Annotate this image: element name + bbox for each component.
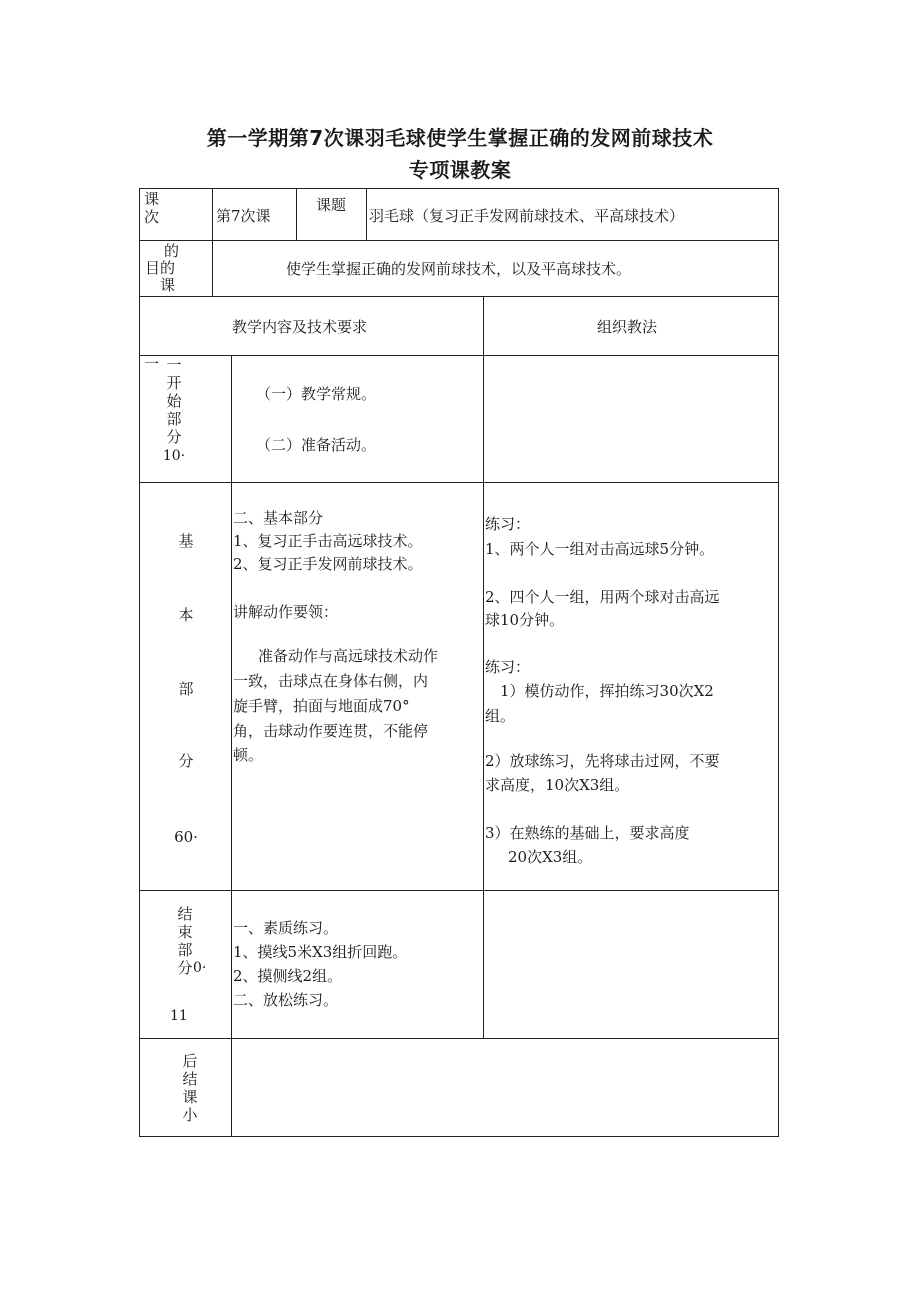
- method-item: 20次X3组。: [508, 848, 593, 866]
- col-divider: [231, 355, 232, 1136]
- document-title-line2: 专项课教案: [408, 158, 512, 182]
- method-item: 组。: [485, 707, 516, 725]
- start-label-char: 一: [166, 356, 182, 374]
- end-label-char: 束: [177, 923, 193, 941]
- end-label-char: 分: [177, 959, 193, 977]
- summary-label-char: 课: [182, 1088, 198, 1106]
- basic-content-line: 2、复习正手发网前球技术。: [233, 555, 423, 573]
- table-border-right: [778, 188, 779, 1136]
- basic-label-char: 分: [178, 752, 194, 770]
- start-item-1: （一）教学常规。: [256, 385, 377, 403]
- explain-line: 角，击球动作要连贯，不能停: [233, 722, 429, 740]
- end-content-line: 1、摸线5米X3组折回跑。: [233, 943, 408, 961]
- table-border-top: [139, 188, 779, 189]
- method-practice-title: 练习：: [485, 658, 531, 676]
- document-title-line1: 第一学期第7次课羽毛球使学生掌握正确的发网前球技术: [206, 126, 714, 150]
- explain-line: 旋手臂，拍面与地面成70°: [233, 697, 410, 715]
- lesson-number: 第7次课: [216, 207, 271, 225]
- end-label-char: 部: [177, 941, 193, 959]
- explain-line: 准备动作与高远球技术动作: [258, 647, 439, 665]
- method-item: 3）在熟练的基础上，要求高度: [485, 824, 690, 842]
- label-mude: 目的: [145, 259, 176, 277]
- method-item: 球10分钟。: [485, 611, 565, 629]
- table-border-bottom: [139, 1136, 779, 1137]
- start-label-char: 始: [166, 392, 182, 410]
- start-label-char: 部: [166, 410, 182, 428]
- basic-label-char: 基: [178, 532, 194, 550]
- row-divider: [139, 482, 779, 483]
- col-divider: [483, 296, 484, 355]
- label-topic: 课题: [316, 196, 347, 214]
- start-item-2: （二）准备活动。: [256, 436, 377, 454]
- method-item: 2）放球练习，先将球击过网，不要: [485, 752, 720, 770]
- col-divider: [366, 188, 367, 240]
- label-ci: 次: [144, 208, 160, 226]
- explain-title: 讲解动作要领：: [233, 603, 339, 621]
- row-divider: [139, 1038, 779, 1039]
- method-item: 求高度，10次X3组。: [485, 776, 630, 794]
- basic-content-line: 二、基本部分: [233, 509, 324, 527]
- end-time-part1: 0·: [193, 960, 207, 976]
- row-divider: [139, 240, 779, 241]
- method-practice-title: 练习：: [485, 515, 531, 533]
- end-time-part2: 11: [170, 1008, 188, 1024]
- summary-label-char: 后: [182, 1052, 198, 1070]
- basic-time: 60·: [174, 828, 198, 846]
- explain-line: 一致，击球点在身体右侧，内: [233, 672, 429, 690]
- summary-label-char: 小: [182, 1106, 198, 1124]
- method-item: 1、两个人一组对击高远球5分钟。: [485, 540, 715, 558]
- label-ke: 课: [144, 190, 160, 208]
- row-divider: [139, 355, 779, 356]
- start-label-char: 开: [166, 374, 182, 392]
- method-item: 1）模仿动作，挥拍练习30次X2: [500, 682, 714, 700]
- label-de: 的: [164, 242, 180, 260]
- lesson-purpose: 使学生掌握正确的发网前球技术，以及平高球技术。: [286, 260, 632, 278]
- method-item: 2、四个人一组，用两个球对击高远: [485, 588, 720, 606]
- label-ke-2: 课: [160, 276, 176, 294]
- method-column-header: 组织教法: [597, 318, 658, 336]
- end-label-char: 结: [177, 905, 193, 923]
- col-divider: [212, 188, 213, 240]
- col-divider: [296, 188, 297, 240]
- row-divider: [139, 890, 779, 891]
- lesson-topic: 羽毛球（复习正手发网前球技术、平高球技术）: [369, 207, 685, 225]
- row-divider: [139, 296, 779, 297]
- basic-label-char: 本: [178, 606, 194, 624]
- end-content-line: 一、素质练习。: [233, 919, 339, 937]
- start-time: 10·: [162, 448, 186, 464]
- start-label-char: 分: [166, 428, 182, 446]
- explain-line: 顿。: [233, 746, 264, 764]
- table-border-left: [139, 188, 140, 1136]
- content-column-header: 教学内容及技术要求: [232, 318, 368, 336]
- basic-label-char: 部: [178, 680, 194, 698]
- start-mark-left: 一: [144, 355, 160, 373]
- col-divider: [212, 240, 213, 296]
- end-content-line: 2、摸侧线2组。: [233, 967, 343, 985]
- col-divider: [483, 355, 484, 1038]
- end-content-line: 二、放松练习。: [233, 991, 339, 1009]
- basic-content-line: 1、复习正手击高远球技术。: [233, 532, 423, 550]
- summary-label-char: 结: [182, 1070, 198, 1088]
